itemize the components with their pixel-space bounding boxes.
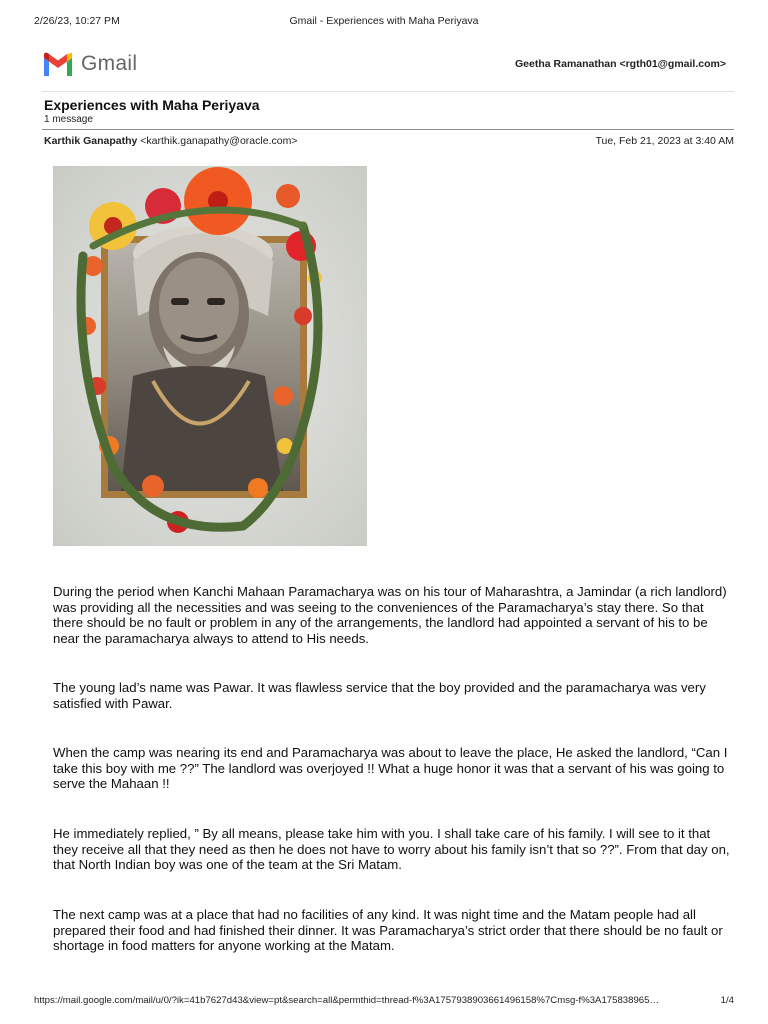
footer-url[interactable]: https://mail.google.com/mail/u/0/?ik=41b7627d43&view=pt&search=all&permthid=thread-f%3A1757938903661496158%7Cmsg-f%3A175838965… [34, 995, 660, 1006]
sender-name: Karthik Ganapathy [44, 135, 138, 147]
gmail-logo-icon [42, 52, 74, 76]
page-number: 1/4 [720, 995, 734, 1006]
message-date: Tue, Feb 21, 2023 at 3:40 AM [595, 135, 734, 147]
header-divider [42, 91, 734, 92]
gmail-wordmark: Gmail [81, 52, 138, 75]
print-footer [0, 995, 768, 1009]
thread-subject: Experiences with Maha Periyava [44, 97, 260, 113]
print-datetime: 2/26/23, 10:27 PM [34, 15, 120, 27]
print-title: Gmail - Experiences with Maha Periyava [289, 15, 479, 27]
message-paragraph: When the camp was nearing its end and Paramacharya was about to leave the place, He asked the landlord, “Can I take this boy with me ??” The landlord was overjoyed !! What a huge honor it was that a servant of his was going to serve the Mahaan !! [53, 745, 728, 792]
print-header [0, 15, 768, 31]
message-paragraph: The young lad’s name was Pawar. It was flawless service that the boy provided and the paramacharya was very satisfied with Pawar. [53, 680, 706, 711]
subject-divider [42, 129, 734, 130]
account-label: Geetha Ramanathan <rgth01@gmail.com> [515, 58, 726, 70]
sender-email: <karthik.ganapathy@oracle.com> [140, 135, 298, 147]
message-sender [44, 135, 297, 147]
message-paragraph: During the period when Kanchi Mahaan Paramacharya was on his tour of Maharashtra, a Jamindar (a rich landlord) was providing all the necessities and was seeing to the conveniences of the Paramacharya’s stay there. So that there should be no fault or problem in any of the arrangements, the landlord had appointed a servant of his to be near the paramacharya always to attend to His needs. [53, 584, 727, 646]
framed-portrait-photo [53, 166, 367, 546]
message-count: 1 message [44, 114, 93, 125]
message-paragraph: He immediately replied, ” By all means, please take him with you. I shall take care of his family. I will see to it that they receive all that they need as then he does not have to worry about his family isn’t that so ??”. From that day on, that North Indian boy was one of the team at the Sri Matam. [53, 826, 730, 873]
message-paragraph: The next camp was at a place that had no facilities of any kind. It was night time and the Matam people had all prepared their food and had finished their dinner. It was Paramacharya’s strict order that there should be no fault or shortage in food matters for anyone working at the Matam. [53, 907, 723, 954]
gmail-logo[interactable] [42, 50, 137, 78]
